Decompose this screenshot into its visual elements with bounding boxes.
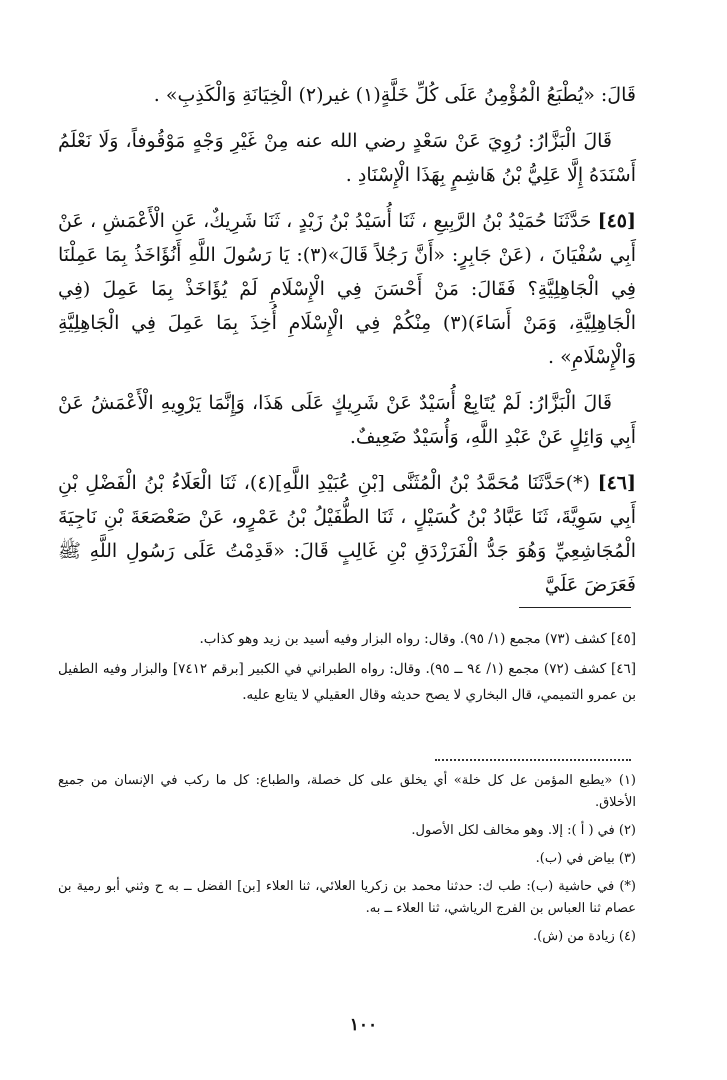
paragraph-hadith-45	[58, 204, 636, 374]
page-number: ١٠٠	[349, 1015, 378, 1035]
footnote: (*) في حاشية (ب): طب ك: حدثنا محمد بن زكريا العلائي، ثنا العلاء [بن] الفضل ــ به ح وثني أبو رمية بن عصام ثنا العباس بن الفرج الرياشي، ثنا العلاء ــ به.	[58, 879, 636, 916]
footnote-dotted-separator	[435, 759, 631, 761]
paragraph-text: (*)حَدَّثَنَا مُحَمَّدُ بْنُ الْمُثَنَّى [بْنِ عُبَيْدِ اللَّهِ](٤)، ثَنَا الْعَلَاءُ بْنُ الْفَضْلِ بْنِ أَبِي سَوِيَّةَ، ثَنَا عَبَّادُ بْنُ كُسَيْلٍ ، ثَنَا الطُّفَيْلُ بْنُ عَمْرٍو، عَنْ صَعْصَعَةَ بْنِ نَاجِيَةَ الْمُجَاشِعِيِّ وَهُوَ جَدُّ الْفَرَزْدَقِ بْنِ غَالِبٍ قَالَ: «قَدِمْتُ عَلَى رَسُولِ اللَّهِ ﷺ فَعَرَضَ عَلَيَّ	[58, 472, 636, 596]
footnotes	[58, 770, 636, 954]
paragraph-2	[58, 124, 636, 192]
footnote: (٣) بياض في (ب).	[535, 851, 636, 866]
paragraph-text: قَالَ: «يُطْبَعُ الْمُؤْمِنُ عَلَى كُلِّ خَلَّةٍ(١) غير(٢) الْخِيَانَةِ وَالْكَذِبِ» .	[153, 84, 636, 106]
paragraph-hadith-46	[58, 466, 636, 602]
paragraph-text: حَدَّثَنَا حُمَيْدُ بْنُ الرَّبِيعِ ، ثَنَا أُسَيْدُ بْنُ زَيْدٍ ، ثَنَا شَرِيكٌ، عَنِ الْأَعْمَشِ ، عَنْ أَبِي سُفْيَانَ ، (عَنْ جَابِرٍ: «أَنَّ رَجُلاً قَالَ»(٣): يَا رَسُولَ اللَّهِ أَنُؤَاخَذُ بِمَا عَمِلْنَا فِي الْجَاهِلِيَّةِ؟ فَقَالَ: مَنْ أَحْسَنَ فِي الْإِسْلَامِ لَمْ يُؤَاخَذْ بِمَا عَمِلَ (فِي الْجَاهِلِيَّةِ، وَمَنْ أَسَاءَ)(٣) مِنْكُمْ فِي الْإِسْلَامِ أُخِذَ بِمَا عَمِلَ فِي الْجَاهِلِيَّةِ وَالْإِسْلَامِ» .	[58, 210, 636, 368]
footnote-separator-line	[519, 607, 631, 608]
paragraph-1	[58, 78, 636, 112]
takhrij-note: [٤٦] كشف (٧٢) مجمع (١/ ٩٤ ــ ٩٥). وقال: رواه الطبراني في الكبير [برقم ٧٤١٢] والبزار وفيه الطفيل بن عمرو التميمي، قال البخاري لا يصح حديثه وقال العقيلي لا يتابع عليه.	[58, 661, 637, 703]
paragraph-4	[58, 386, 636, 454]
paragraph-text: قَالَ الْبَزَّارُ: لَمْ يُتَابِعْ أُسَيْدٌ عَنْ شَرِيكٍ عَلَى هَذَا، وَإِنَّمَا يَرْوِيهِ الْأَعْمَشُ عَنْ أَبِي وَائِلٍ عَنْ عَبْدِ اللَّهِ، وَأُسَيْدٌ ضَعِيفٌ.	[58, 392, 636, 448]
footnote: (١) «يطبع المؤمن عل كل خلة» أي يخلق على كل خصلة، والطباع: كل ما ركب في الإنسان من جميع الأخلاق.	[58, 773, 636, 810]
main-text	[58, 78, 636, 614]
paragraph-text: قَالَ الْبَزَّارُ: رُوِيَ عَنْ سَعْدٍ رضي الله عنه مِنْ غَيْرِ وَجْهٍ مَوْقُوفاً، وَلَا نَعْلَمُ أَسْنَدَهُ إِلَّا عَلِيُّ بْنُ هَاشِمٍ بِهَذَا الْإِسْنَادِ .	[58, 130, 636, 186]
takhrij-note: [٤٥] كشف (٧٣) مجمع (١/ ٩٥). وقال: رواه البزار وفيه أسيد بن زيد وهو كذاب.	[199, 631, 636, 647]
takhrij-notes	[58, 626, 636, 712]
hadith-number: [٤٦]	[597, 472, 636, 494]
footnote: (٢) في ( أ ): إلا. وهو مخالف لكل الأصول.	[411, 823, 636, 838]
footnote: (٤) زيادة من (ش).	[533, 929, 636, 944]
hadith-number: [٤٥]	[597, 210, 636, 232]
